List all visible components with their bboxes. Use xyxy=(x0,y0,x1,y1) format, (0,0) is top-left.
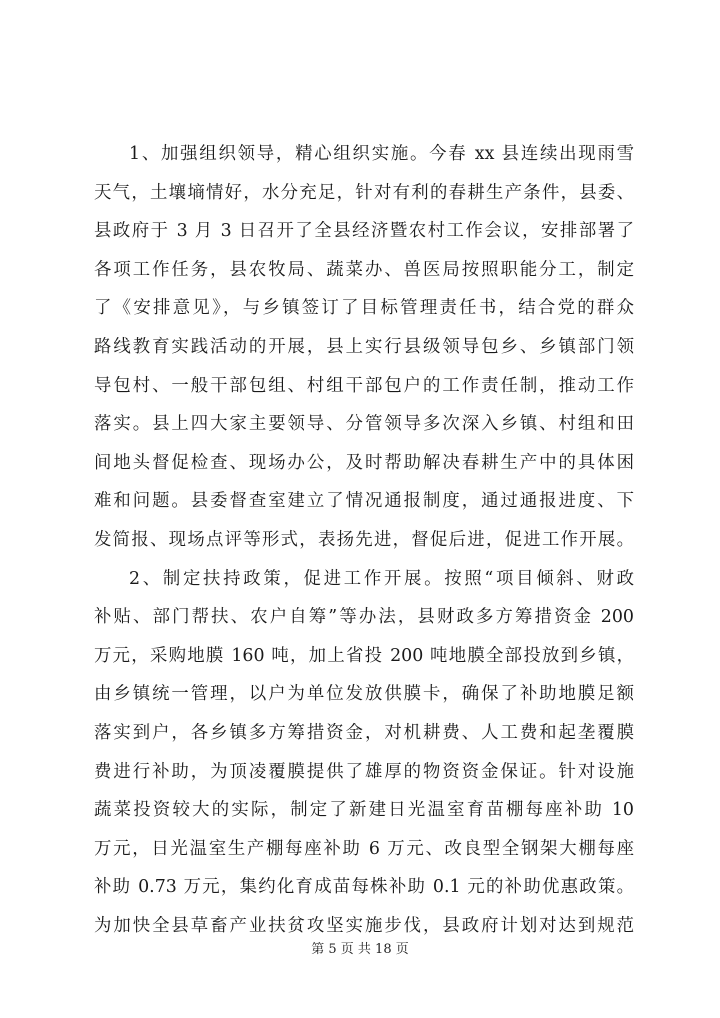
paragraph-first-line: 1、加强组织领导，精心组织实施。今春 xx 县连续出现雨雪 xyxy=(129,144,634,164)
text-line: 天气，土壤墒情好，水分充足，针对有利的春耕生产条件，县委、 xyxy=(94,182,634,203)
text-line: 为加快全县草畜产业扶贫攻坚实施步伐，县政府计划对达到规范 xyxy=(94,915,634,936)
text-line: 万元，采购地膜 160 吨，加上省投 200 吨地膜全部投放到乡镇， xyxy=(94,645,634,666)
text-line: 蔬菜投资较大的实际，制定了新建日光温室育苗棚每座补助 10 xyxy=(94,800,634,821)
text-line: 导包村、一般干部包组、村组干部包户的工作责任制，推动工作 xyxy=(94,375,634,396)
text-line: 由乡镇统一管理，以户为单位发放供膜卡，确保了补助地膜足额 xyxy=(94,684,634,705)
text-line: 费进行补助，为顶凌覆膜提供了雄厚的物资资金保证。针对设施 xyxy=(94,761,634,782)
text-line: 补贴、部门帮扶、农户自筹”等办法，县财政多方筹措资金 200 xyxy=(94,607,634,628)
paragraph-first-line: 2、制定扶持政策，促进工作开展。按照“项目倾斜、财政 xyxy=(129,568,634,589)
text-line: 补助 0.73 万元，集约化育成苗每株补助 0.1 元的补助优惠政策。 xyxy=(94,877,634,898)
page-footer: 第 5 页 共 18 页 xyxy=(311,942,409,957)
text-line: 间地头督促检查、现场办公，及时帮助解决春耕生产中的具体困 xyxy=(94,452,634,473)
document-body xyxy=(94,135,634,945)
text-line: 路线教育实践活动的开展，县上实行县级领导包乡、乡镇部门领 xyxy=(94,336,634,357)
text-line: 万元，日光温室生产棚每座补助 6 万元、改良型全钢架大棚每座 xyxy=(94,838,634,859)
text-line: 发简报、现场点评等形式，表扬先进，督促后进，促进工作开展。 xyxy=(94,529,634,550)
text-line: 县政府于 3 月 3 日召开了全县经济暨农村工作会议，安排部署了 xyxy=(94,221,634,242)
text-line: 各项工作任务，县农牧局、蔬菜办、兽医局按照职能分工，制定 xyxy=(94,259,634,280)
text-line: 落实。县上四大家主要领导、分管领导多次深入乡镇、村组和田 xyxy=(94,414,634,435)
text-line: 难和问题。县委督查室建立了情况通报制度，通过通报进度、下 xyxy=(94,491,634,512)
text-line: 了《安排意见》，与乡镇签订了目标管理责任书，结合党的群众 xyxy=(94,298,634,319)
text-line: 落实到户，各乡镇多方筹措资金，对机耕费、人工费和起垄覆膜 xyxy=(94,722,634,743)
